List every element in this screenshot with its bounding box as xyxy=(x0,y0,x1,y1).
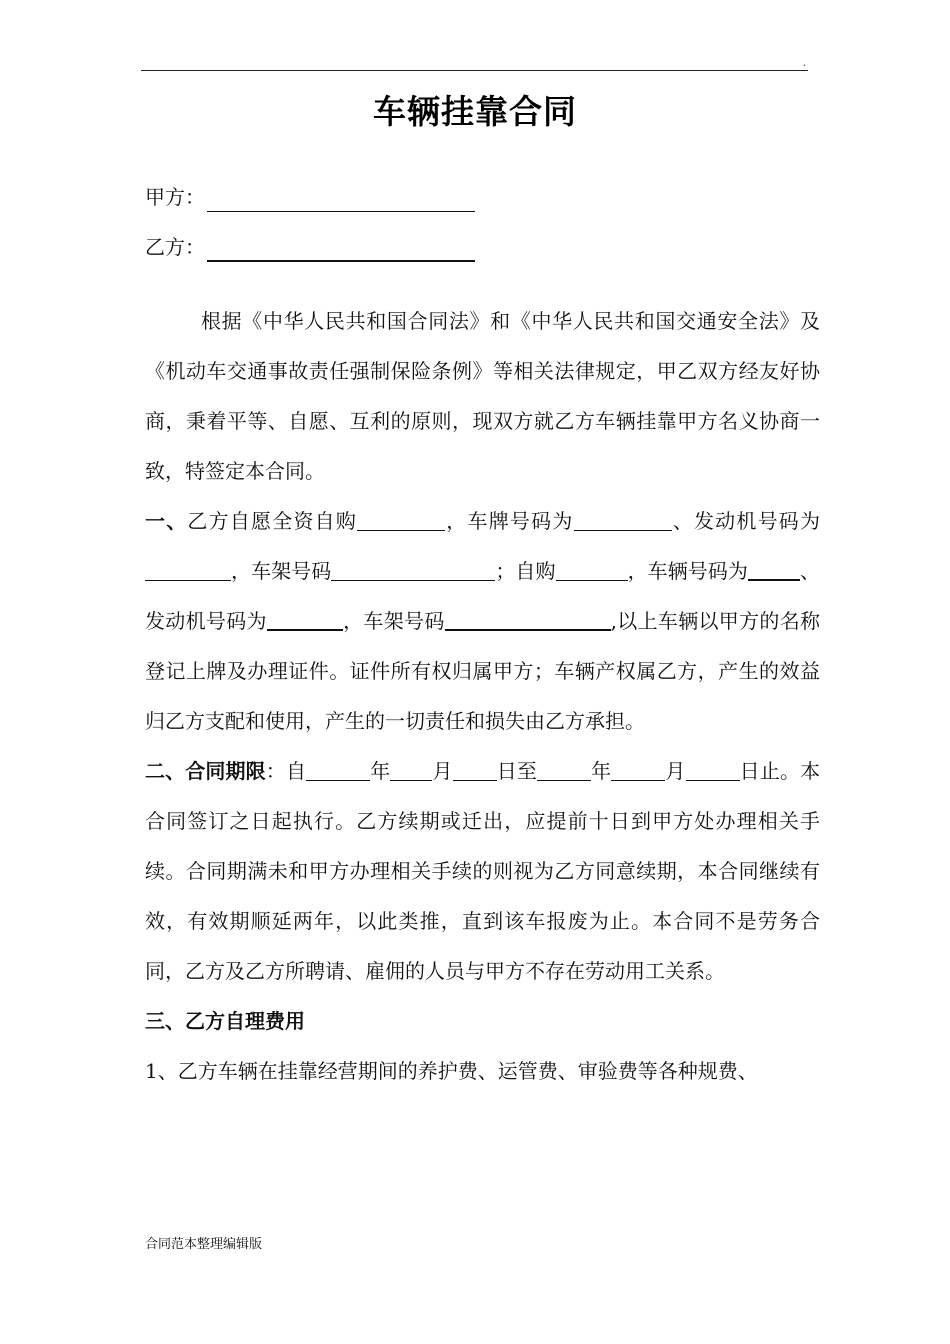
start-month-blank xyxy=(390,756,432,781)
frame-number-blank xyxy=(331,556,495,581)
frame-2-number-blank xyxy=(445,605,611,631)
party-a-blank xyxy=(207,189,475,212)
clause-1 xyxy=(145,496,820,746)
document-title: 车辆挂靠合同 xyxy=(373,92,577,131)
clause-2-text: 年 xyxy=(591,759,612,783)
vehicle-blank xyxy=(357,506,445,531)
vehicle-2-number-blank xyxy=(748,555,800,581)
clause-1-text: ，车牌号码为 xyxy=(445,509,574,533)
clause-3-item-1: 1、乙方车辆在挂靠经营期间的养护费、运管费、审验费等各种规费、 xyxy=(145,1059,758,1083)
clause-2 xyxy=(145,746,820,996)
clause-1-text: ，车架号码 xyxy=(342,609,445,633)
start-year-blank xyxy=(306,756,370,781)
clause-1-text: ，车架号码 xyxy=(231,559,332,583)
clause-1-text: 、发动机号码为 xyxy=(145,559,821,633)
clause-1-text: ；自购 xyxy=(495,559,556,583)
vehicle-2-blank xyxy=(556,556,628,581)
intro-paragraph: 根据《中华人民共和国合同法》和《中华人民共和国交通安全法》及《机动车交通事故责任强制保险条例》等相关法律规定，甲乙双方经友好协商，秉着平等、自愿、互利的原则，现双方就乙方车辆挂靠甲方名义协商一致，特签定本合同。 xyxy=(145,309,820,483)
clause-2-body: 止。本合同签订之日起执行。乙方续期或迁出，应提前十日到甲方处办理相关手续。合同期满未和甲方办理相关手续的则视为乙方同意续期，本合同继续有效，有效期顺延两年，以此类推，直到该车报废为止。本合同不是劳务合同，乙方及乙方所聘请、雇佣的人员与甲方不存在劳动用工关系。 xyxy=(145,759,821,983)
clause-2-text: 月 xyxy=(432,759,453,783)
party-a-label: 甲方： xyxy=(145,185,205,209)
clause-2-text: ： xyxy=(265,759,286,783)
page-footer: 合同范本整理编辑版 xyxy=(145,1237,263,1252)
engine-2-number-blank xyxy=(267,605,343,631)
clause-1-text: ，车辆号码为 xyxy=(627,559,748,583)
header-mark: . xyxy=(803,58,807,69)
engine-number-blank xyxy=(145,556,231,581)
clause-2-text: 日至 xyxy=(496,759,538,783)
clause-2-text: 日 xyxy=(739,759,760,783)
clause-1-text: 、发动机号码为 xyxy=(671,509,821,533)
clause-2-text: 年 xyxy=(370,759,391,783)
clause-2-heading: 二、合同期限 xyxy=(145,759,266,783)
party-a-row xyxy=(145,182,475,212)
contract-body xyxy=(145,296,820,1096)
clause-2-text: 月 xyxy=(665,759,686,783)
end-year-blank xyxy=(537,756,591,781)
clause-3-heading: 三、乙方自理费用 xyxy=(145,1009,305,1033)
clause-1-text: ,以上车辆以甲方的名称登记上牌及办理证件。证件所有权归属甲方；车辆产权属乙方，产生的效益归乙方支配和使用，产生的一切责任和损失由乙方承担。 xyxy=(145,609,821,733)
party-b-label: 乙方： xyxy=(145,235,205,259)
clause-1-number: 一、 xyxy=(145,509,188,533)
clause-2-text: 自 xyxy=(285,759,307,783)
start-day-blank xyxy=(453,756,497,781)
clause-1-text: 乙方自愿全资自购 xyxy=(187,509,358,533)
end-month-blank xyxy=(611,756,665,781)
header-rule xyxy=(141,70,808,71)
party-b-blank xyxy=(207,238,475,262)
party-b-row xyxy=(145,232,475,262)
plate-number-blank xyxy=(574,506,672,531)
end-day-blank xyxy=(686,756,740,781)
